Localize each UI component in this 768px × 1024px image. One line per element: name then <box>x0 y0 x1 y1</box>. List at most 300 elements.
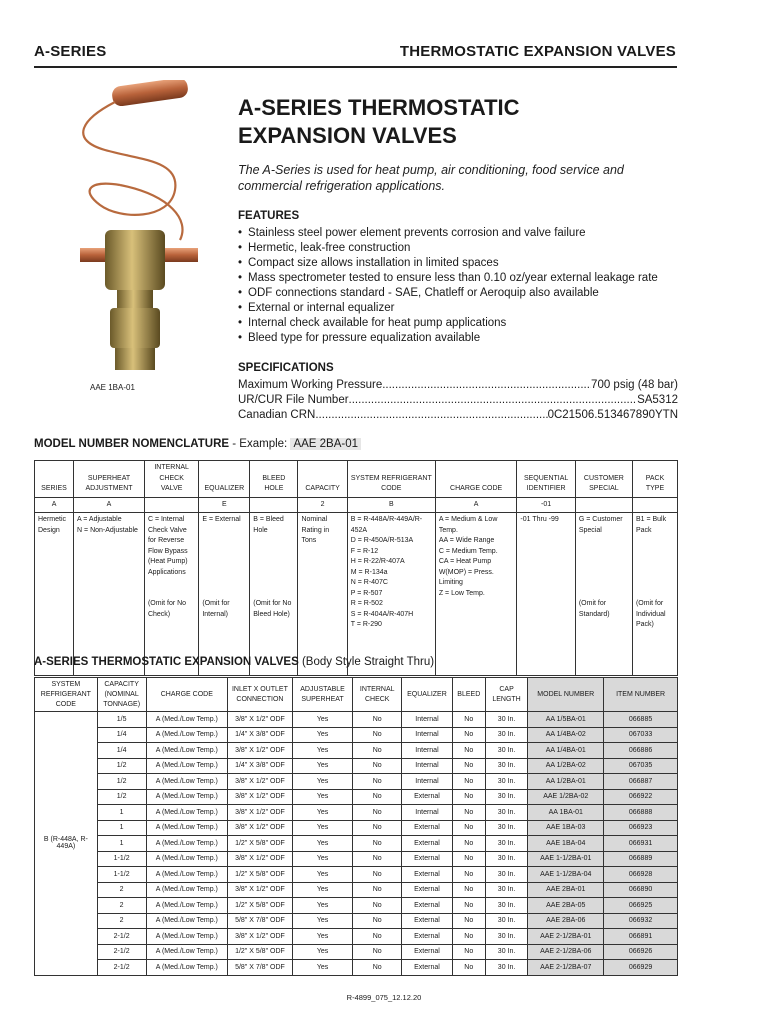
nomenclature-detail-cell <box>144 513 198 676</box>
table-row <box>35 789 678 805</box>
nomenclature-detail-line: (Heat Pump) <box>147 558 188 565</box>
table-cell: 3/8" X 1/2" ODF <box>228 820 293 836</box>
nomenclature-detail-row <box>35 513 678 676</box>
table-cell: External <box>402 929 453 945</box>
table-cell: AAE 1/2BA-02 <box>528 789 604 805</box>
table-cell: 3/8" X 1/2" ODF <box>228 774 293 790</box>
nomenclature-detail-line <box>202 578 246 589</box>
table-cell: AAE 1BA-03 <box>528 820 604 836</box>
nomenclature-detail-line: F = R-12 <box>350 547 379 555</box>
nomenclature-detail-line <box>253 568 294 579</box>
table-row <box>35 960 678 976</box>
table-row <box>35 898 678 914</box>
table-cell: 2-1/2 <box>97 960 146 976</box>
table-cell: External <box>402 898 453 914</box>
feature-item: • Hermetic, leak-free construction <box>238 241 678 256</box>
table-cell: 30 In. <box>485 898 528 914</box>
table-row <box>35 712 678 728</box>
table-cell: Yes <box>292 727 353 743</box>
table-cell: Yes <box>292 960 353 976</box>
nomenclature-code-cell: B <box>347 497 435 513</box>
valves-header-cell: MODEL NUMBER <box>528 678 604 712</box>
spec-value: 0C21506.513467890YTN <box>547 409 678 421</box>
table-cell: AA 1/5BA-01 <box>528 712 604 728</box>
table-cell: A (Med./Low Temp.) <box>146 944 228 960</box>
table-cell: 3/8" X 1/2" ODF <box>228 851 293 867</box>
table-cell: Internal <box>402 727 453 743</box>
table-cell: No <box>353 774 402 790</box>
table-cell: 067035 <box>604 758 678 774</box>
table-cell: Yes <box>292 851 353 867</box>
nomenclature-heading <box>34 438 361 450</box>
nomenclature-code-cell: E <box>199 497 250 513</box>
table-cell: External <box>402 882 453 898</box>
nomenclature-detail-line: (Omit for No <box>147 600 187 607</box>
header-category: THERMOSTATIC EXPANSION VALVES <box>399 43 676 60</box>
table-row <box>35 743 678 759</box>
table-row <box>35 820 678 836</box>
nomenclature-detail-line: E = External <box>202 516 241 523</box>
table-cell: 1 <box>97 836 146 852</box>
valves-table-subtitle: (Body Style Straight Thru) <box>298 656 435 668</box>
table-cell: 30 In. <box>485 758 528 774</box>
nomenclature-detail-line: -01 Thru -99 <box>520 516 559 523</box>
table-cell: Yes <box>292 836 353 852</box>
nomenclature-detail-cell <box>632 513 677 676</box>
table-cell: 5/8" X 7/8" ODF <box>228 913 293 929</box>
feature-item: • Internal check available for heat pump applications <box>238 316 678 331</box>
table-cell: 066926 <box>604 944 678 960</box>
feature-item: • Bleed type for pressure equalization available <box>238 331 678 346</box>
table-cell: 3/8" X 1/2" ODF <box>228 805 293 821</box>
table-cell: 067033 <box>604 727 678 743</box>
table-cell: No <box>452 758 485 774</box>
table-cell: AA 1/4BA-02 <box>528 727 604 743</box>
table-cell: 1/2" X 5/8" ODF <box>228 898 293 914</box>
nomenclature-detail-line <box>253 578 294 589</box>
table-cell: Internal <box>402 774 453 790</box>
table-cell: AA 1/2BA-02 <box>528 758 604 774</box>
specs-heading: SPECIFICATIONS <box>238 362 334 374</box>
table-cell: 30 In. <box>485 851 528 867</box>
table-cell: A (Med./Low Temp.) <box>146 851 228 867</box>
table-cell: 1 <box>97 820 146 836</box>
nomenclature-detail-line: R = R-502 <box>350 600 383 607</box>
nomenclature-header-cell: EQUALIZER <box>199 461 250 498</box>
nomenclature-detail-line: Z = Low Temp. <box>438 589 485 597</box>
table-cell: 30 In. <box>485 789 528 805</box>
nomenclature-detail-cell <box>35 513 74 676</box>
nomenclature-header-cell: BLEED HOLE <box>250 461 298 498</box>
valves-header-cell: ITEM NUMBER <box>604 678 678 712</box>
table-cell: External <box>402 851 453 867</box>
table-cell: AAE 2-1/2BA-07 <box>528 960 604 976</box>
feature-item: • Compact size allows installation in limited spaces <box>238 256 678 271</box>
table-cell: 3/8" X 1/2" ODF <box>228 929 293 945</box>
table-cell: A (Med./Low Temp.) <box>146 774 228 790</box>
nomenclature-detail-line: B1 = Bulk <box>635 516 667 523</box>
table-cell: 1/4" X 3/8" ODF <box>228 758 293 774</box>
table-cell: 5/8" X 7/8" ODF <box>228 960 293 976</box>
table-cell: 1/2 <box>97 774 146 790</box>
table-cell: 066932 <box>604 913 678 929</box>
table-cell: No <box>452 913 485 929</box>
valves-header-row <box>35 678 678 712</box>
nomenclature-code-cell <box>250 497 298 513</box>
table-cell: A (Med./Low Temp.) <box>146 898 228 914</box>
table-row <box>35 882 678 898</box>
table-cell: No <box>452 727 485 743</box>
nomenclature-detail-line: Tons <box>301 537 317 544</box>
table-cell: 30 In. <box>485 882 528 898</box>
table-cell: No <box>353 867 402 883</box>
table-cell: 3/8" X 1/2" ODF <box>228 743 293 759</box>
nomenclature-detail-line <box>253 536 294 547</box>
nomenclature-detail-line: CA = Heat Pump <box>438 558 492 565</box>
nomenclature-detail-line: (Omit for <box>578 600 607 607</box>
table-cell: External <box>402 944 453 960</box>
nomenclature-detail-line: B = Bleed <box>253 516 284 523</box>
nomenclature-detail-line <box>636 589 674 600</box>
nomenclature-detail-line <box>202 536 246 547</box>
nomenclature-code-cell: -01 <box>517 497 575 513</box>
valves-header-cell: EQUALIZER <box>402 678 453 712</box>
table-cell: 1/2" X 5/8" ODF <box>228 944 293 960</box>
nomenclature-header-cell: SEQUENTIAL IDENTIFIER <box>517 461 575 498</box>
nomenclature-detail-line <box>636 578 674 589</box>
nomenclature-detail-line <box>202 547 246 558</box>
nomenclature-code-cell: A <box>435 497 517 513</box>
table-cell: 066891 <box>604 929 678 945</box>
spec-label: UR/CUR File Number <box>238 394 349 406</box>
table-cell: Yes <box>292 743 353 759</box>
nomenclature-detail-cell <box>298 513 347 676</box>
table-cell: No <box>353 944 402 960</box>
nomenclature-code-cell: 2 <box>298 497 347 513</box>
table-cell: 1/2" X 5/8" ODF <box>228 867 293 883</box>
nomenclature-detail-line: Pack) <box>635 621 654 628</box>
table-cell: 2 <box>97 882 146 898</box>
table-cell: No <box>353 882 402 898</box>
nomenclature-detail-line <box>202 557 246 568</box>
nomenclature-detail-line: Rating in <box>301 526 330 534</box>
valves-header-cell: CAPACITY (NOMINAL TONNAGE) <box>97 678 146 712</box>
spec-row <box>238 408 678 423</box>
feature-item: • External or internal equalizer <box>238 301 678 316</box>
table-cell: 066887 <box>604 774 678 790</box>
table-cell: 1 <box>97 805 146 821</box>
nomenclature-code-cell <box>632 497 677 513</box>
nomenclature-detail-line <box>202 526 246 537</box>
valves-table-title: A-SERIES THERMOSTATIC EXPANSION VALVES <box>34 656 299 668</box>
table-cell: No <box>353 898 402 914</box>
table-cell: No <box>353 758 402 774</box>
nomenclature-header-cell: SYSTEM REFRIGERANT CODE <box>347 461 435 498</box>
example-code: AAE 2BA-01 <box>290 438 361 450</box>
table-cell: No <box>452 851 485 867</box>
table-cell: No <box>452 960 485 976</box>
footer-doc-number: R-4899_075_12.12.20 <box>346 993 422 1002</box>
valves-header-cell: BLEED <box>452 678 485 712</box>
table-cell: No <box>353 789 402 805</box>
nomenclature-detail-line: N = Non-Adjustable <box>77 526 138 534</box>
table-row <box>35 913 678 929</box>
nomenclature-detail-line: Bleed Hole) <box>253 610 290 618</box>
nomenclature-detail-line: Hole <box>253 526 268 534</box>
table-cell: A (Med./Low Temp.) <box>146 867 228 883</box>
table-cell: Yes <box>292 867 353 883</box>
table-cell: 1/4" X 3/8" ODF <box>228 727 293 743</box>
nomenclature-detail-line: Check Valve <box>147 526 187 534</box>
nomenclature-header-cell: PACK TYPE <box>632 461 677 498</box>
header-rule <box>34 66 677 68</box>
nomenclature-detail-cell <box>435 513 517 676</box>
feature-item: • ODF connections standard - SAE, Chatleff or Aeroquip also available <box>238 286 678 301</box>
table-cell: 066889 <box>604 851 678 867</box>
nomenclature-header-cell: SERIES <box>35 461 74 498</box>
table-cell: 30 In. <box>485 867 528 883</box>
table-cell: 30 In. <box>485 820 528 836</box>
table-row <box>35 805 678 821</box>
nomenclature-detail-line: H = R-22/R-407A <box>350 558 405 565</box>
table-cell: 066886 <box>604 743 678 759</box>
table-cell: No <box>353 960 402 976</box>
table-cell: 1-1/2 <box>97 851 146 867</box>
page-title <box>238 94 668 150</box>
nomenclature-detail-line: for Reverse <box>147 537 185 544</box>
nomenclature-detail-line: M = R-134a <box>350 568 388 576</box>
nomenclature-detail-line: C = Internal <box>147 516 185 523</box>
features-heading: FEATURES <box>238 210 300 222</box>
table-cell: 066929 <box>604 960 678 976</box>
nomenclature-detail-line: Standard) <box>578 610 610 618</box>
table-cell: AAE 2BA-05 <box>528 898 604 914</box>
table-cell: 1/2 <box>97 758 146 774</box>
table-cell: Yes <box>292 805 353 821</box>
nomenclature-detail-line <box>579 578 629 589</box>
table-cell: 066888 <box>604 805 678 821</box>
nomenclature-detail-line <box>202 589 246 600</box>
valve-photo <box>60 80 210 380</box>
specs-list <box>238 378 678 423</box>
features-list <box>238 226 678 346</box>
spec-label: Canadian CRN <box>238 409 316 421</box>
table-cell: Yes <box>292 820 353 836</box>
table-cell: No <box>452 929 485 945</box>
nomenclature-detail-cell <box>74 513 145 676</box>
feature-item: • Mass spectrometer tested to ensure less than 0.10 oz/year external leakage rate <box>238 271 678 286</box>
table-row <box>35 867 678 883</box>
table-cell: No <box>452 944 485 960</box>
refrigerant-code-cell: B (R-448A, R-449A) <box>35 712 98 976</box>
table-cell: Internal <box>402 712 453 728</box>
nomenclature-code-cell: A <box>74 497 145 513</box>
spec-value: SA5312 <box>637 394 678 406</box>
table-cell: External <box>402 836 453 852</box>
table-cell: No <box>452 898 485 914</box>
table-cell: 1-1/2 <box>97 867 146 883</box>
table-cell: Internal <box>402 805 453 821</box>
valves-header-cell: CHARGE CODE <box>146 678 228 712</box>
nomenclature-detail-line: AA = Wide Range <box>438 537 495 544</box>
table-cell: AA 1/4BA-01 <box>528 743 604 759</box>
table-cell: 3/8" X 1/2" ODF <box>228 712 293 728</box>
table-cell: External <box>402 867 453 883</box>
nomenclature-detail-line: N = R-407C <box>350 579 388 586</box>
table-cell: No <box>353 820 402 836</box>
title-line-1: A-SERIES THERMOSTATIC <box>238 95 520 120</box>
table-cell: A (Med./Low Temp.) <box>146 712 228 728</box>
nomenclature-detail-line: Design <box>38 526 60 534</box>
table-cell: 3/8" X 1/2" ODF <box>228 882 293 898</box>
table-cell: A (Med./Low Temp.) <box>146 882 228 898</box>
table-cell: 30 In. <box>485 960 528 976</box>
table-cell: 30 In. <box>485 913 528 929</box>
nomenclature-detail-line <box>579 557 629 568</box>
table-cell: No <box>452 836 485 852</box>
nomenclature-detail-cell <box>250 513 298 676</box>
table-cell: External <box>402 789 453 805</box>
table-cell: A (Med./Low Temp.) <box>146 836 228 852</box>
table-cell: A (Med./Low Temp.) <box>146 913 228 929</box>
table-cell: Yes <box>292 929 353 945</box>
table-cell: No <box>452 774 485 790</box>
table-cell: Internal <box>402 758 453 774</box>
table-cell: AAE 2-1/2BA-06 <box>528 944 604 960</box>
table-cell: No <box>452 867 485 883</box>
nomenclature-header-cell: SUPERHEAT ADJUSTMENT <box>74 461 145 498</box>
table-cell: No <box>452 712 485 728</box>
table-cell: AA 1/2BA-01 <box>528 774 604 790</box>
nomenclature-detail-line: Individual <box>635 610 666 618</box>
table-cell: A (Med./Low Temp.) <box>146 820 228 836</box>
nomenclature-detail-line <box>579 547 629 558</box>
table-cell: AA 1BA-01 <box>528 805 604 821</box>
valves-header-cell: INTERNAL CHECK <box>353 678 402 712</box>
table-cell: No <box>452 805 485 821</box>
table-cell: 30 In. <box>485 929 528 945</box>
table-cell: External <box>402 960 453 976</box>
table-cell: Yes <box>292 758 353 774</box>
nomenclature-detail-line: Flow Bypass <box>147 547 188 555</box>
table-cell: A (Med./Low Temp.) <box>146 929 228 945</box>
table-cell: 1/5 <box>97 712 146 728</box>
nomenclature-detail-line: T = R-290 <box>350 621 382 628</box>
nomenclature-detail-line <box>636 557 674 568</box>
table-cell: No <box>353 836 402 852</box>
nomenclature-detail-line: C = Medium Temp. <box>438 547 498 555</box>
nomenclature-code-cell <box>575 497 632 513</box>
header-series: A-SERIES <box>34 43 107 60</box>
table-cell: External <box>402 913 453 929</box>
nomenclature-header-cell: CHARGE CODE <box>435 461 517 498</box>
nomenclature-detail-line <box>253 557 294 568</box>
nomenclature-detail-cell <box>575 513 632 676</box>
table-cell: 30 In. <box>485 836 528 852</box>
nomenclature-detail-line: P = R-507 <box>350 589 383 597</box>
table-cell: AAE 2BA-06 <box>528 913 604 929</box>
spec-row <box>238 393 678 408</box>
nomenclature-detail-line: A = Medium & Low Temp. <box>438 516 498 534</box>
table-cell: A (Med./Low Temp.) <box>146 743 228 759</box>
table-row <box>35 836 678 852</box>
table-row <box>35 929 678 945</box>
nomenclature-detail-line: Applications <box>147 568 186 576</box>
table-cell: 30 In. <box>485 774 528 790</box>
table-cell: AAE 1BA-04 <box>528 836 604 852</box>
table-cell: No <box>452 820 485 836</box>
nomenclature-detail-line: Check) <box>147 610 171 618</box>
nomenclature-header-cell: INTERNAL CHECK VALVE <box>144 461 198 498</box>
table-cell: AAE 1-1/2BA-01 <box>528 851 604 867</box>
nomenclature-detail-line <box>148 578 195 589</box>
nomenclature-detail-cell <box>347 513 435 676</box>
spec-leader <box>382 378 591 393</box>
table-cell: 066885 <box>604 712 678 728</box>
table-cell: 30 In. <box>485 805 528 821</box>
nomenclature-detail-line <box>202 568 246 579</box>
table-cell: A (Med./Low Temp.) <box>146 960 228 976</box>
table-cell: AAE 2BA-01 <box>528 882 604 898</box>
nomenclature-detail-line: Special <box>578 526 602 534</box>
nomenclature-header-cell: CUSTOMER SPECIAL <box>575 461 632 498</box>
table-row <box>35 727 678 743</box>
nomenclature-detail-line <box>148 589 195 600</box>
nomenclature-detail-line <box>636 536 674 547</box>
valves-table-heading <box>34 656 434 668</box>
table-cell: 066925 <box>604 898 678 914</box>
nomenclature-detail-cell <box>517 513 575 676</box>
nomenclature-code-cell: A <box>35 497 74 513</box>
nomenclature-detail-line <box>253 547 294 558</box>
spec-leader <box>315 408 547 423</box>
table-cell: 1/4 <box>97 743 146 759</box>
table-cell: 3/8" X 1/2" ODF <box>228 789 293 805</box>
table-row <box>35 774 678 790</box>
table-cell: 1/4 <box>97 727 146 743</box>
table-cell: AAE 2-1/2BA-01 <box>528 929 604 945</box>
nomenclature-detail-line: G = Customer <box>578 516 623 523</box>
table-cell: A (Med./Low Temp.) <box>146 727 228 743</box>
valves-header-cell: INLET X OUTLET CONNECTION <box>228 678 293 712</box>
intro-paragraph: The A-Series is used for heat pump, air conditioning, food service and commercial refrigeration applications. <box>238 163 624 193</box>
table-cell: No <box>353 727 402 743</box>
table-cell: No <box>353 743 402 759</box>
nomenclature-detail-line: (Omit for No <box>253 600 292 607</box>
nomenclature-detail-line: S = R-404A/R-407H <box>350 610 414 618</box>
nomenclature-header-row <box>35 461 678 498</box>
nomenclature-title: MODEL NUMBER NOMENCLATURE <box>34 438 230 450</box>
table-cell: External <box>402 820 453 836</box>
spec-leader <box>349 393 638 408</box>
table-cell: Yes <box>292 774 353 790</box>
example-prefix: - Example: <box>229 438 291 450</box>
table-cell: No <box>353 913 402 929</box>
photo-caption: AAE 1BA-01 <box>90 383 135 392</box>
table-cell: No <box>353 851 402 867</box>
table-cell: No <box>353 805 402 821</box>
table-cell: 066928 <box>604 867 678 883</box>
nomenclature-detail-line <box>636 568 674 579</box>
table-cell: No <box>452 789 485 805</box>
table-cell: 30 In. <box>485 712 528 728</box>
table-cell: 30 In. <box>485 743 528 759</box>
spec-value: 700 psig (48 bar) <box>591 379 678 391</box>
valves-table <box>34 677 678 976</box>
table-row <box>35 758 678 774</box>
title-line-2: EXPANSION VALVES <box>238 123 457 148</box>
nomenclature-code-row <box>35 497 678 513</box>
